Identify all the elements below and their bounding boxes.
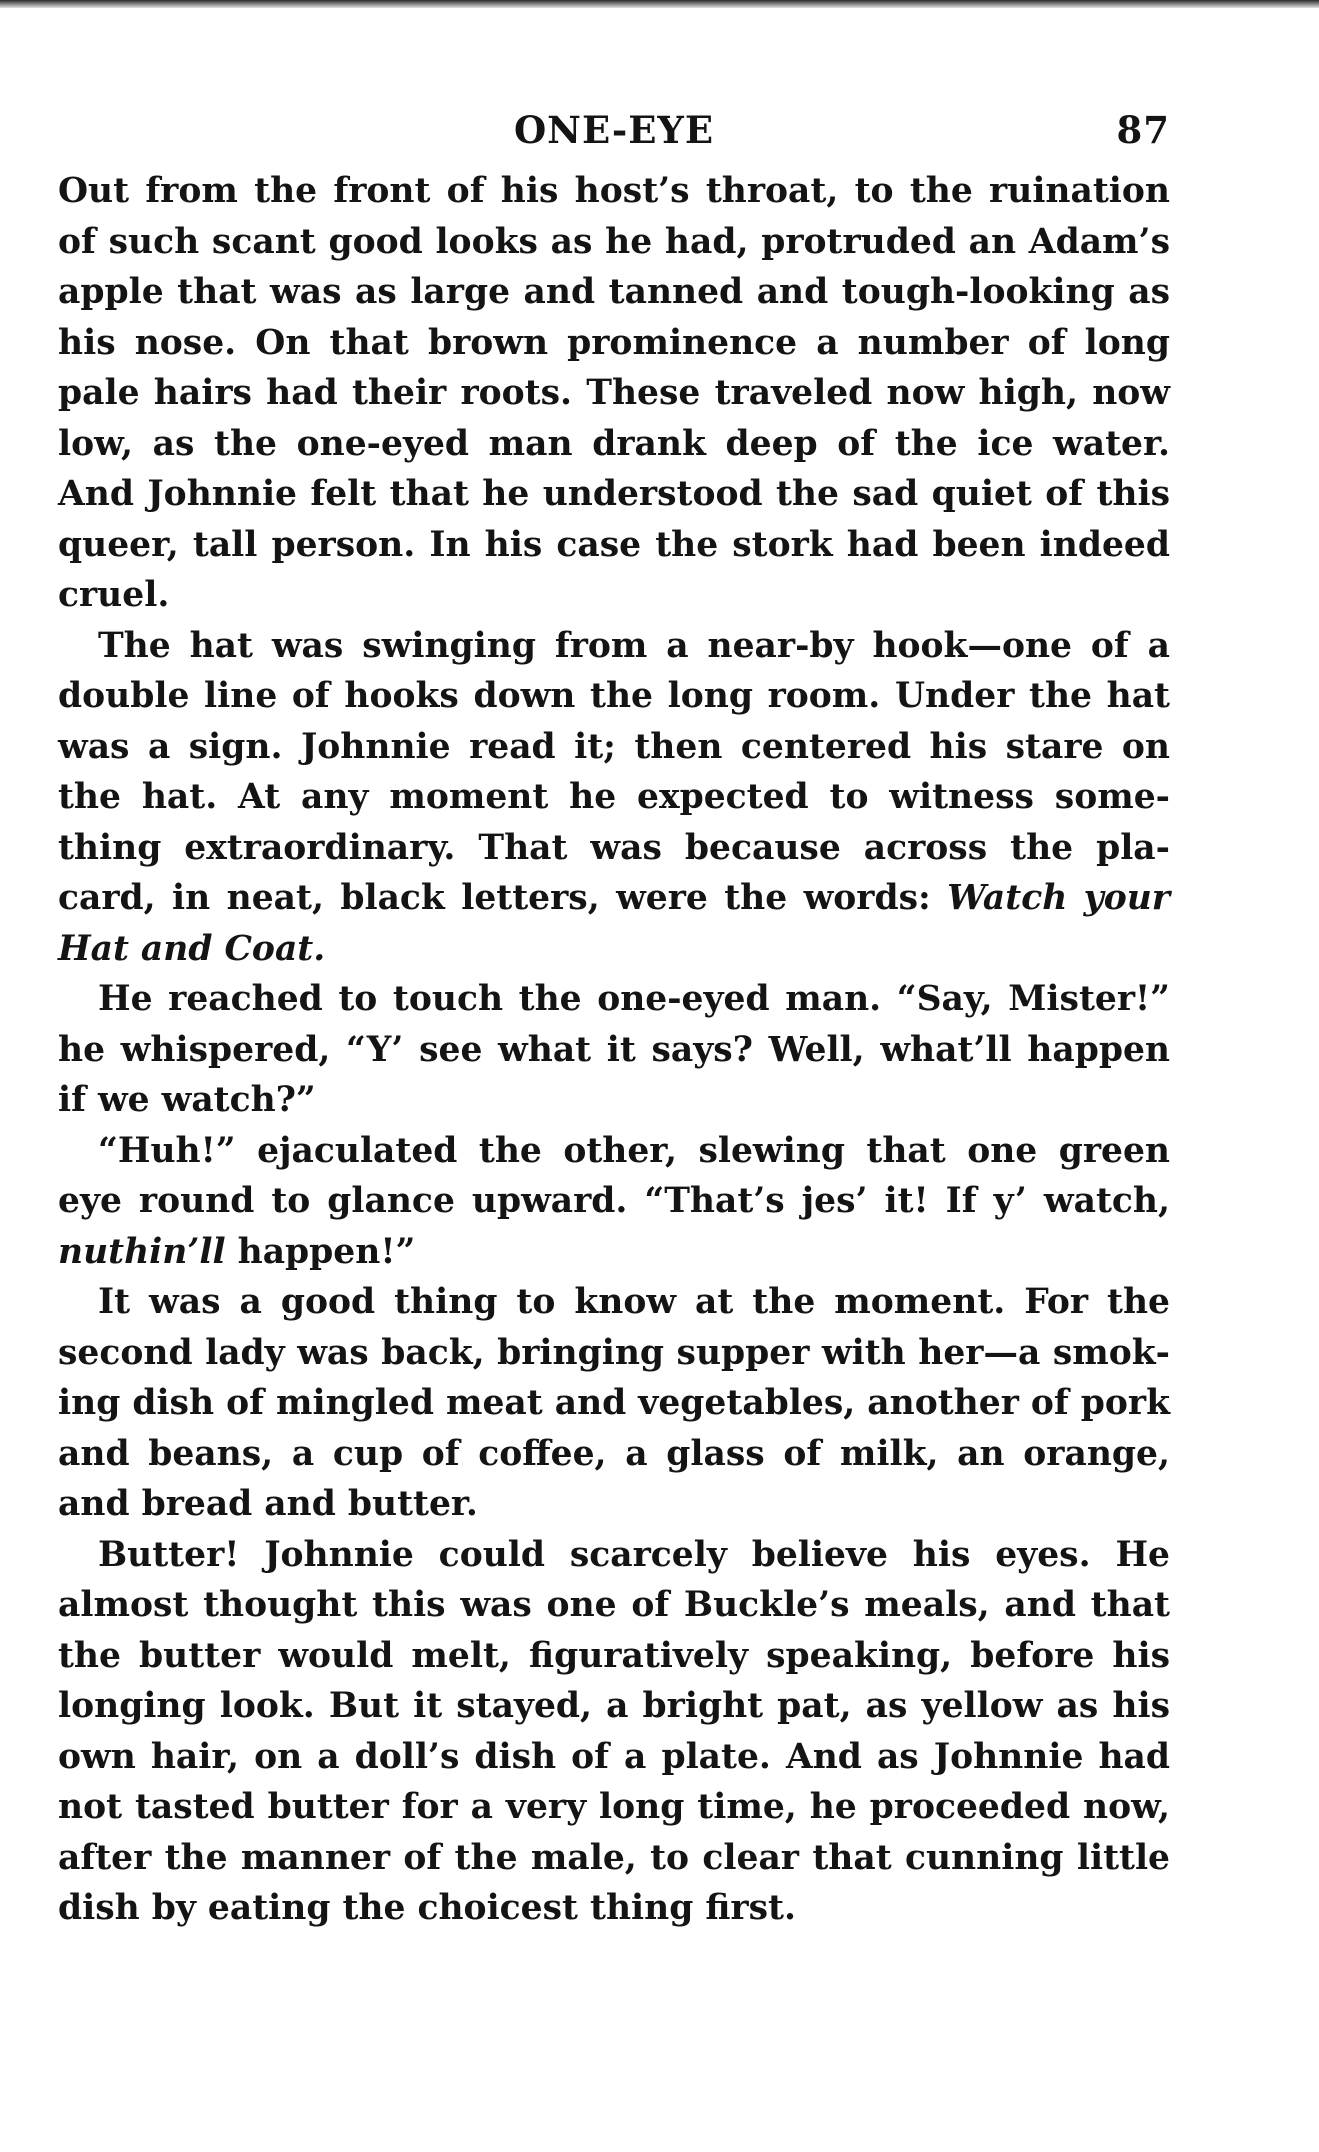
text-run: happen!” xyxy=(225,1231,416,1272)
page-number: 87 xyxy=(1116,108,1170,152)
paragraph xyxy=(58,1126,1170,1278)
text-run: Butter! Johnnie could scarcely believe his eyes. He almost thought this was one of Buckle’s meals, and that the butter would melt, figuratively speaking, before his longing look. But it stayed, a bright pat, as yellow as his own hair, on a doll’s dish of a plate. And as Johnnie had not tasted butter for a very long time, he proceeded now, after the manner of the male, to clear that cunning little dish by eating the choicest thing first. xyxy=(58,1534,1170,1928)
book-page xyxy=(58,108,1170,1934)
paragraph xyxy=(58,1277,1170,1530)
text-run: “Huh!” ejaculated the other, slewing that one green eye round to glance upward. “That’s jes’ it! If y’ watch, xyxy=(58,1130,1170,1221)
italic-text: Watch your Hat and Coat. xyxy=(58,878,1170,969)
text-run: It was a good thing to know at the moment. For the second lady was back, bringing supper with her—a smoking dish of mingled meat and vegetables, another of pork and beans, a cup of coffee, a glass of milk, an orange, and bread and butter. xyxy=(58,1282,1170,1524)
paragraph xyxy=(58,1530,1170,1934)
body-text xyxy=(58,166,1170,1934)
text-run: The hat was swinging from a near-by hook—one of a double line of hooks down the long room. Under the hat was a sign. Johnnie read it; then centered his stare on the hat. At any moment he expected to witness something extraordinary. That was because across the placard, in neat, black letters, were the words: xyxy=(58,625,1170,918)
italic-text: nuthin’ll xyxy=(58,1231,226,1272)
text-run: Out from the front of his host’s throat, to the ruination of such scant good looks as he had, protruded an Adam’s apple that was as large and tanned and tough-looking as his nose. On that brown prominence a number of long pale hairs had their roots. These traveled now high, now low, as the one-eyed man drank deep of the ice water. And Johnnie felt that he understood the sad quiet of this queer, tall person. In his case the stork had been indeed cruel. xyxy=(58,171,1170,615)
paragraph xyxy=(58,621,1170,975)
paragraph xyxy=(58,166,1170,621)
page-top-edge-shadow xyxy=(0,0,1319,8)
paragraph xyxy=(58,974,1170,1126)
running-title: ONE-EYE xyxy=(513,108,715,152)
running-head xyxy=(58,108,1170,164)
text-run: He reached to touch the one-eyed man. “Say, Mister!” he whispered, “Y’ see what it says? Well, what’ll happen if we watch?” xyxy=(58,979,1170,1120)
